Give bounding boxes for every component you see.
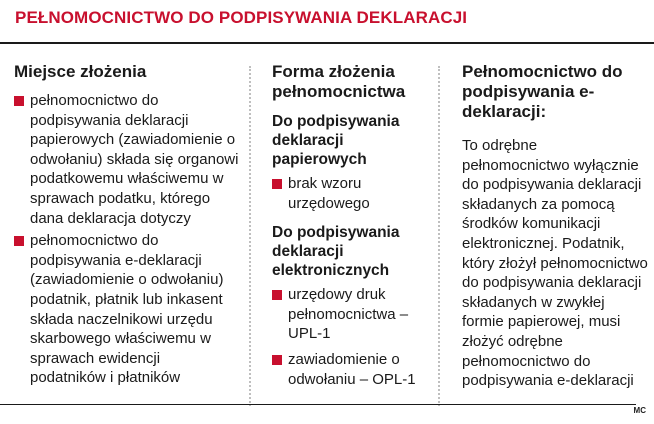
list-item-text: zawiadomienie o odwołaniu – OPL-1 [288,350,416,388]
list-item [272,350,432,389]
list-item [272,285,432,344]
square-bullet-icon [14,96,24,106]
list-item [272,174,432,213]
source-credit: MC [633,406,646,415]
square-bullet-icon [272,355,282,365]
column-heading-place: Miejsce złożenia [14,62,147,81]
column-edeclaration [462,62,648,391]
electronic-list [272,285,432,389]
list-item-text: urzędowy druk pełnomocnictwa – UPL-1 [288,286,409,343]
subheading-electronic: Do podpisywania deklaracji elektronicznych [272,224,400,280]
subheading-paper: Do podpisywania deklaracji papierowych [272,113,400,168]
column-heading-form: Forma złożenia pełnomocnictwa [272,62,406,101]
bottom-divider [0,404,636,405]
column-divider-1 [249,66,251,406]
list-item-text: brak wzoru urzędowego [288,175,370,212]
list-item-text: pełnomocnictwo do podpisywania deklaracji papierowych (zawiadomienie o odwołaniu) składa się organowi podatkowemu właściwemu w sprawach podatku, którego dana deklaracja dotyczy [30,92,239,227]
column-place [14,62,240,388]
title-divider [0,42,654,44]
square-bullet-icon [272,290,282,300]
square-bullet-icon [272,179,282,189]
list-item [14,91,240,228]
column-divider-2 [438,66,440,406]
place-list [14,91,240,388]
column-heading-edeclaration: Pełnomocnictwo do podpisywania e-deklaracji: [462,62,623,121]
paper-list [272,174,432,213]
list-item-text: pełnomocnictwo do podpisywania e-deklaracji (zawiadomienie o odwołaniu) podatnik, płatnik lub inkasent składa naczelnikowi urzędu skarbowego właściwemu w sprawach ewidencji podatników i płatników [30,232,224,387]
list-item [14,231,240,388]
infographic-title: PEŁNOMOCNICTWO DO PODPISYWANIA DEKLARACJI [15,8,468,27]
edeclaration-text: To odrębne pełnomocnictwo wyłącznie do podpisywania deklaracji składanych za pomocą środków komunikacji elektronicznej. Podatnik, który złożył pełnomocnictwo do podpisywania deklaracji składanych w zwykłej formie papierowej, musi złożyć odrębne pełnomocnictwo do podpisywania e-deklaracji [462,137,648,390]
square-bullet-icon [14,236,24,246]
column-form [272,62,432,389]
